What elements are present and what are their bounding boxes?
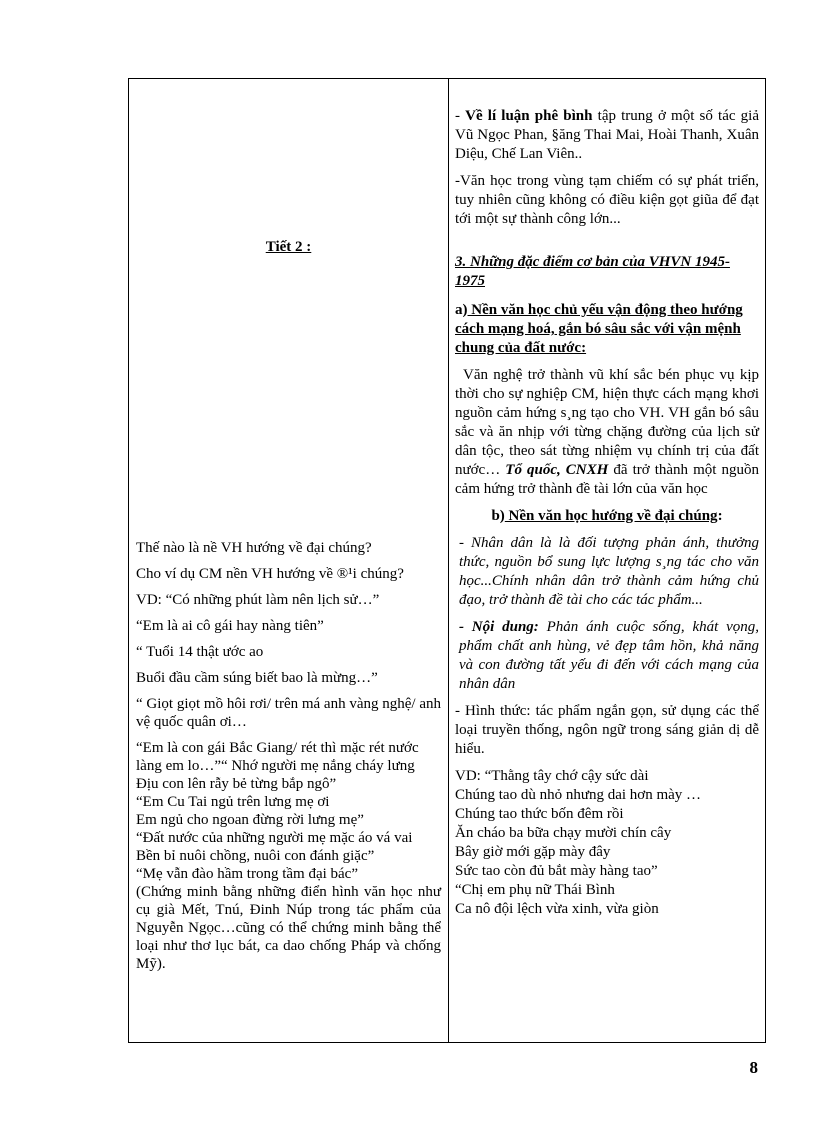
- right-column: [449, 79, 766, 1043]
- example-note: (Chứng minh bằng những điển hình văn học như cụ già Mết, Tnú, Đinh Núp trong tác phẩm của Nguyễn Ngọc…cũng có thể chứng minh bằng thể loại như thơ lục bát, ca dao chống Pháp và chống Mỹ).: [136, 884, 441, 972]
- criticism-term: Về lí luận phê bình: [465, 108, 593, 124]
- subheading-a: a) Nền văn học chủ yếu vận động theo hướng cách mạng hoá, gắn bó sâu sắc với vận mệnh chung của đất nước:: [455, 302, 743, 356]
- example-line: Buổi đầu cầm súng biết bao là mừng…”: [136, 670, 378, 686]
- paragraph-b3: - Hình thức: tác phẩm ngắn gọn, sử dụng các thể loại truyền thống, ngôn ngữ trong sáng giản dị dễ hiểu.: [455, 703, 759, 757]
- example-line: “Em là ai cô gái hay nàng tiên”: [136, 618, 324, 634]
- poem-line: VD: “Thằng tây chớ cậy sức dài: [455, 768, 649, 784]
- example-line: Địu con lên rẫy bẻ từng bắp ngô”: [136, 776, 337, 792]
- lesson-table: [128, 78, 766, 1043]
- paragraph-b1: - Nhân dân là là đối tượng phản ánh, thưởng thức, nguồn bổ sung lực lượng s¸ng tác cho văn học...Chính nhân dân trở thành cảm hứng chủ đạo, trở thành đề tài cho các tác phẩm...: [459, 535, 759, 608]
- paragraph-occupied-zone: -Văn học trong vùng tạm chiếm có sự phát triển, tuy nhiên cũng không có điều kiện gọt giũa để đạt tới một sự thành công lớn...: [455, 173, 759, 227]
- paragraph-b2: - Nội dung: Phản ánh cuộc sống, khát vọng, phẩm chất anh hùng, vẻ đẹp tâm hồn, khả năng và con đường tất yếu đi đến với cách mạng của nhân dân: [459, 619, 759, 692]
- example-line: Bền bỉ nuôi chồng, nuôi con đánh giặc”: [136, 848, 375, 864]
- teacher-questions: [136, 539, 441, 973]
- poem-line: Chúng tao thức bốn đêm rồi: [455, 806, 624, 822]
- poem-line: Chúng tao dù nhỏ nhưng dai hơn mày …: [455, 787, 702, 803]
- lesson-content: [455, 107, 759, 919]
- example-line: VD: “Có những phút làm nên lịch sử…”: [136, 592, 380, 608]
- lesson-title: Tiết 2 :: [265, 239, 312, 255]
- section-heading: 3. Những đặc điểm cơ bản của VHVN 1945-1975: [455, 254, 730, 289]
- subheading-b: b) Nền văn học hướng về đại chúng:: [491, 508, 723, 524]
- paragraph-criticism: - Về lí luận phê bình tập trung ở một số tác giả Vũ Ngọc Phan, §ăng Thai Mai, Hoài Thanh, Xuân Diệu, Chế Lan Viên..: [455, 108, 759, 162]
- poem-line: Sức tao còn đủ bắt mày hàng tao”: [455, 863, 658, 879]
- poem-line: Ăn cháo ba bữa chạy mười chín cây: [455, 825, 672, 841]
- example-line: Em ngủ cho ngoan đừng rời lưng mẹ”: [136, 812, 364, 828]
- example-line: “Em Cu Tai ngủ trên lưng mẹ ơi: [136, 794, 330, 810]
- example-line: “Em là con gái Bắc Giang/ rét thì mặc rét nước làng em lo…”“ Nhớ người mẹ nắng cháy lưng: [136, 740, 419, 774]
- example-line: “ Tuổi 14 thật ước ao: [136, 644, 264, 660]
- left-column: [129, 79, 449, 1043]
- poem-line: Ca nô đội lệch vừa xinh, vừa giòn: [455, 901, 659, 917]
- poem-line: “Chị em phụ nữ Thái Bình: [455, 882, 615, 898]
- paragraph-a: Văn nghệ trở thành vũ khí sắc bén phục vụ kịp thời cho sự nghiệp CM, hiện thực cách mạng khơi nguồn cảm hứng s¸ng tạo cho VH. VH gắn bó sâu sắc và ăn nhịp với từng chặng đường của lịch sử dân tộc, theo sát từng nhiệm vụ chính trị của đất nước… Tổ quốc, CNXH đã trở thành một nguồn cảm hứng trở thành đề tài lớn của văn học: [455, 367, 759, 497]
- page-number: 8: [749, 1058, 758, 1077]
- question: Cho ví dụ CM nền VH hướng về ®¹i chúng?: [136, 566, 404, 582]
- poem-line: Bây giờ mới gặp mày đây: [455, 844, 611, 860]
- question: Thế nào là nề VH hướng về đại chúng?: [136, 540, 372, 556]
- example-line: “Đất nước của những người mẹ mặc áo vá vai: [136, 830, 413, 846]
- example-line: “Mẹ vẫn đào hầm trong tầm đại bác”: [136, 866, 358, 882]
- example-line: “ Giọt giọt mồ hôi rơi/ trên má anh vàng nghệ/ anh vệ quốc quân ơi…: [136, 696, 441, 730]
